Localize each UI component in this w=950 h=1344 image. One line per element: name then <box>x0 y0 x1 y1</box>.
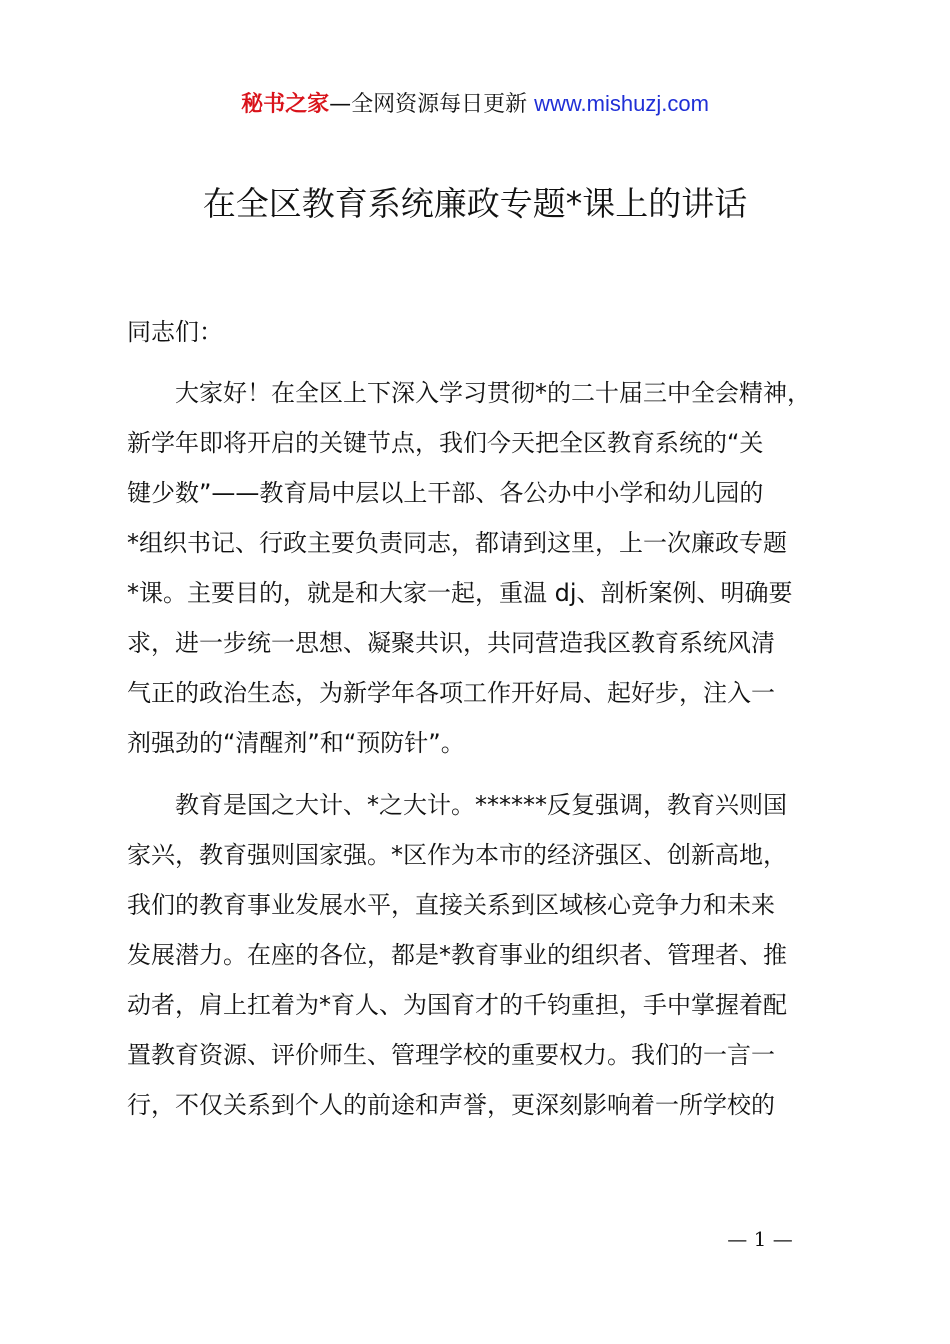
site-tagline: —全网资源每日更新 <box>329 92 535 117</box>
salutation: 同志们： <box>127 318 223 346</box>
paragraph-line: *课。主要目的，就是和大家一起，重温 dj、剖析案例、明确要 <box>127 579 793 607</box>
page-number: — 1 — <box>727 1227 793 1251</box>
paragraph-line: 气正的政治生态，为新学年各项工作开好局、起好步，注入一 <box>127 679 775 707</box>
paragraph-line: 发展潜力。在座的各位，都是*教育事业的组织者、管理者、推 <box>127 941 787 969</box>
paragraph-line: 行，不仅关系到个人的前途和声誉，更深刻影响着一所学校的 <box>127 1091 775 1119</box>
paragraph-line: 求，进一步统一思想、凝聚共识，共同营造我区教育系统风清 <box>127 629 775 657</box>
paragraph-line: 新学年即将开启的关键节点，我们今天把全区教育系统的“关 <box>127 429 764 457</box>
paragraph-2 <box>127 780 837 1130</box>
paragraph-line: 剂强劲的“清醒剂”和“预防针”。 <box>127 729 465 757</box>
site-header <box>0 88 950 121</box>
paragraph-line: 教育是国之大计、*之大计。******反复强调，教育兴则国 <box>127 791 787 819</box>
paragraph-line: 我们的教育事业发展水平，直接关系到区域核心竞争力和未来 <box>127 891 775 919</box>
paragraph-line: 家兴，教育强则国家强。*区作为本市的经济强区、创新高地， <box>127 841 787 869</box>
paragraph-line: 动者，肩上扛着为*育人、为国育才的千钧重担，手中掌握着配 <box>127 991 787 1019</box>
site-brand-name: 秘书之家 <box>241 92 330 117</box>
paragraph-line: 大家好！在全区上下深入学习贯彻*的二十届三中全会精神， <box>127 379 811 407</box>
paragraph-line: 置教育资源、评价师生、管理学校的重要权力。我们的一言一 <box>127 1041 775 1069</box>
paragraph-line: 键少数”——教育局中层以上干部、各公办中小学和幼儿园的 <box>127 479 764 507</box>
document-title: 在全区教育系统廉政专题*课上的讲话 <box>202 184 748 223</box>
site-url-link[interactable]: www.mishuzj.com <box>534 91 709 116</box>
paragraph-line: *组织书记、行政主要负责同志，都请到这里，上一次廉政专题 <box>127 529 787 557</box>
paragraph-1 <box>127 368 837 768</box>
